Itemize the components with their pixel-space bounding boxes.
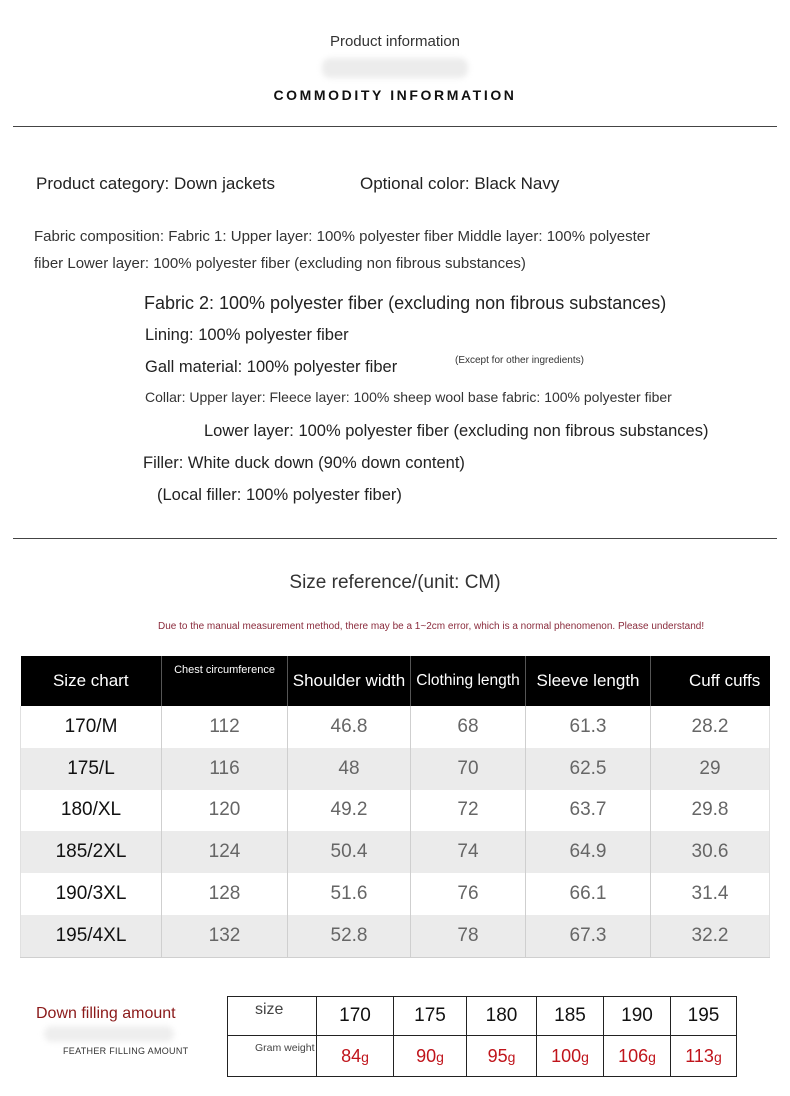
table-row <box>21 748 770 790</box>
table-cell: 132 <box>162 915 288 957</box>
table-cell: 67.3 <box>526 915 651 957</box>
fabric-2: Fabric 2: 100% polyester fiber (excluding non fibrous substances) <box>144 293 667 313</box>
table-cell: 78 <box>411 915 526 957</box>
filling-weight-value <box>394 1036 467 1077</box>
blurred-logo-text <box>322 58 468 78</box>
size-chart-table <box>20 656 770 958</box>
collar: Collar: Upper layer: Fleece layer: 100% sheep wool base fabric: 100% polyester fiber <box>145 389 672 405</box>
filling-weight-value <box>537 1036 604 1077</box>
table-cell: 52.8 <box>288 915 411 957</box>
header-shoulder-width: Shoulder width <box>288 656 411 706</box>
table-row <box>21 873 770 915</box>
filler: Filler: White duck down (90% down content) <box>143 454 465 472</box>
table-cell: 170/M <box>21 706 162 748</box>
filling-size-value: 185 <box>537 997 604 1036</box>
filling-weight-value <box>671 1036 737 1077</box>
weight-unit: g <box>648 1048 656 1065</box>
table-cell: 28.2 <box>651 706 770 748</box>
table-cell: 72 <box>411 790 526 832</box>
table-cell: 70 <box>411 748 526 790</box>
weight-number: 95 <box>487 1045 508 1066</box>
weight-number: 100 <box>551 1045 582 1066</box>
table-cell: 31.4 <box>651 873 770 915</box>
table-cell: 180/XL <box>21 790 162 832</box>
filling-size-value: 190 <box>604 997 671 1036</box>
filling-weight-label: Gram weight <box>228 1036 317 1077</box>
header-size-chart: Size chart <box>21 656 162 706</box>
table-cell: 185/2XL <box>21 831 162 873</box>
table-cell: 128 <box>162 873 288 915</box>
table-cell: 195/4XL <box>21 915 162 957</box>
header-clothing-length: Clothing length <box>411 656 526 706</box>
header-title-main: COMMODITY INFORMATION <box>273 87 517 103</box>
filling-size-value: 175 <box>394 997 467 1036</box>
filling-size-row <box>228 997 737 1036</box>
table-cell: 61.3 <box>526 706 651 748</box>
weight-number: 106 <box>618 1045 649 1066</box>
table-cell: 66.1 <box>526 873 651 915</box>
weight-number: 84 <box>341 1045 362 1066</box>
lining: Lining: 100% polyester fiber <box>145 326 349 344</box>
table-row <box>21 915 770 957</box>
fabric-composition-line1: Fabric composition: Fabric 1: Upper layer: 100% polyester fiber Middle layer: 100% polyester <box>34 228 651 245</box>
table-cell: 175/L <box>21 748 162 790</box>
measurement-note: Due to the manual measurement method, there may be a 1~2cm error, which is a normal phenomenon. Please understand! <box>158 621 705 632</box>
table-cell: 63.7 <box>526 790 651 832</box>
table-cell: 48 <box>288 748 411 790</box>
filling-weight-value <box>604 1036 671 1077</box>
filling-table <box>227 996 737 1077</box>
table-row <box>21 831 770 873</box>
table-cell: 29.8 <box>651 790 770 832</box>
filling-size-value: 180 <box>467 997 537 1036</box>
table-cell: 46.8 <box>288 706 411 748</box>
table-cell: 51.6 <box>288 873 411 915</box>
header-sleeve-length: Sleeve length <box>526 656 651 706</box>
table-row <box>21 790 770 832</box>
blurred-filling-text <box>44 1026 174 1042</box>
weight-unit: g <box>436 1048 444 1065</box>
table-cell: 64.9 <box>526 831 651 873</box>
table-cell: 112 <box>162 706 288 748</box>
table-cell: 49.2 <box>288 790 411 832</box>
filling-weight-value <box>317 1036 394 1077</box>
weight-unit: g <box>713 1048 722 1065</box>
collar-lower-layer: Lower layer: 100% polyester fiber (excluding non fibrous substances) <box>204 422 709 440</box>
filling-size-value: 170 <box>317 997 394 1036</box>
table-cell: 116 <box>162 748 288 790</box>
table-cell: 68 <box>411 706 526 748</box>
divider-middle <box>13 538 777 539</box>
filling-size-value: 195 <box>671 997 737 1036</box>
table-cell: 32.2 <box>651 915 770 957</box>
table-cell: 124 <box>162 831 288 873</box>
size-reference-title: Size reference/(unit: CM) <box>289 572 501 593</box>
table-cell: 76 <box>411 873 526 915</box>
filling-size-label: size <box>228 997 317 1036</box>
filling-weight-value <box>467 1036 537 1077</box>
header-cuff-cuffs: Cuff cuffs <box>651 656 770 706</box>
table-cell: 30.6 <box>651 831 770 873</box>
size-chart-header-row <box>21 656 770 706</box>
down-filling-subtitle: FEATHER FILLING AMOUNT <box>63 1046 189 1056</box>
divider-top <box>13 126 777 127</box>
table-cell: 50.4 <box>288 831 411 873</box>
down-filling-title: Down filling amount <box>36 1005 176 1022</box>
weight-unit: g <box>507 1048 516 1065</box>
table-cell: 120 <box>162 790 288 832</box>
header-chest-circumference: Chest circumference <box>162 656 288 706</box>
weight-unit: g <box>361 1048 369 1065</box>
table-cell: 74 <box>411 831 526 873</box>
table-cell: 190/3XL <box>21 873 162 915</box>
header-title-top: Product information <box>329 33 461 50</box>
table-cell: 62.5 <box>526 748 651 790</box>
weight-unit: g <box>581 1048 589 1065</box>
gall-material: Gall material: 100% polyester fiber <box>145 358 398 376</box>
gall-material-note: (Except for other ingredients) <box>455 355 584 366</box>
product-category: Product category: Down jackets <box>36 174 276 193</box>
optional-color: Optional color: Black Navy <box>360 174 560 193</box>
weight-number: 90 <box>416 1045 437 1066</box>
table-cell: 29 <box>651 748 770 790</box>
weight-number: 113 <box>685 1045 714 1066</box>
fabric-composition-line2: fiber Lower layer: 100% polyester fiber (excluding non fibrous substances) <box>34 255 526 272</box>
filling-weight-row <box>228 1036 737 1077</box>
local-filler: (Local filler: 100% polyester fiber) <box>157 486 402 504</box>
table-row <box>21 706 770 748</box>
